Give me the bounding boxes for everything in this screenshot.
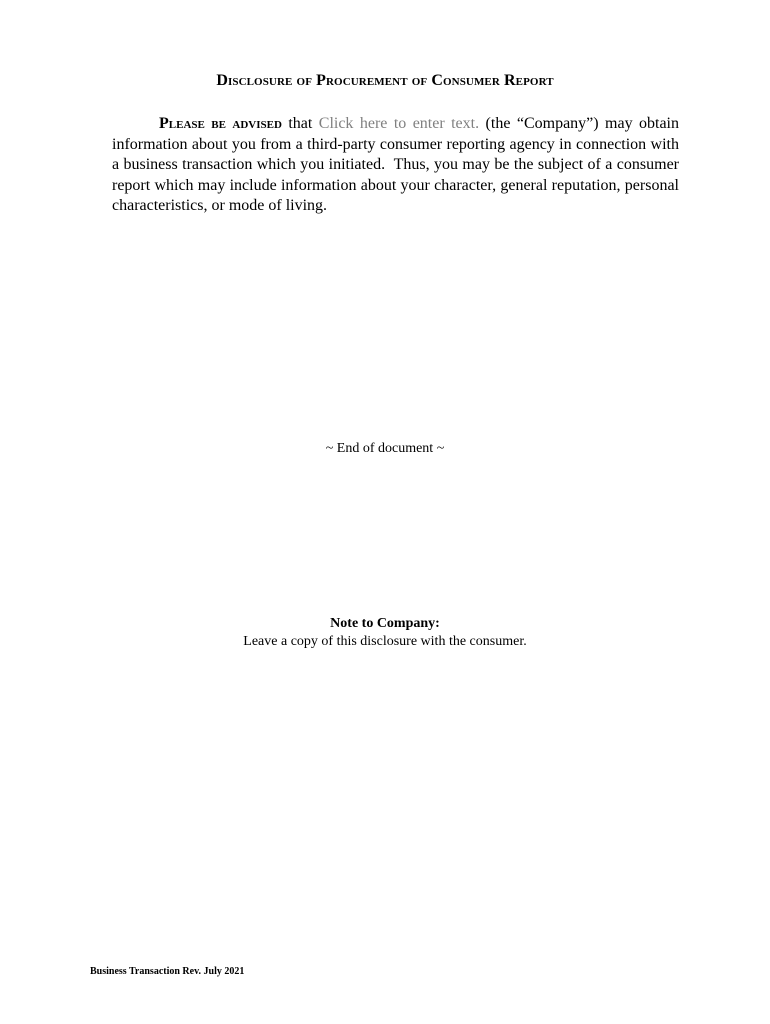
disclosure-body-text: (the “Company”) may obtain information about you from a third-party consumer reporting agency in connection with a business transaction which you initiated. Thus, you may be the subject of a consumer report which may include information about your character, general reputation, personal characteristics, or mode of living. — [112, 115, 680, 215]
note-heading: Note to Company: — [330, 616, 440, 631]
document-title: Disclosure of Procurement of Consumer Report — [216, 72, 554, 89]
footer-revision: Business Transaction Rev. July 2021 — [90, 966, 245, 977]
connector-text: that — [281, 115, 319, 132]
disclosure-paragraph — [112, 114, 679, 217]
company-name-field[interactable]: Click here to enter text. — [318, 115, 480, 132]
note-text: Leave a copy of this disclosure with the consumer. — [243, 633, 527, 649]
note-to-company — [0, 615, 770, 650]
lead-in-text: Please be advised — [159, 115, 282, 132]
end-of-document-marker: ~ End of document ~ — [325, 441, 445, 456]
